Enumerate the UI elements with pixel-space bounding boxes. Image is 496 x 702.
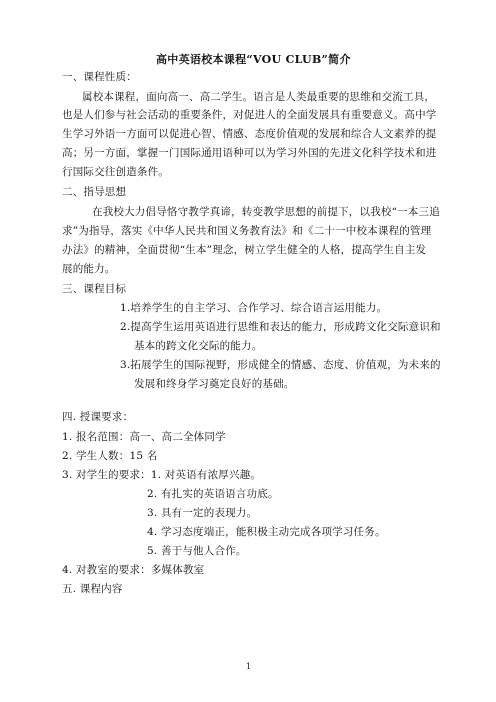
requirement-item: 4. 对教室的要求：多媒体教室: [62, 564, 205, 576]
goal-item-continuation: 发展和终身学习奠定良好的基础。: [134, 378, 295, 390]
section-requirements-heading: 四. 授课要求：: [62, 411, 134, 423]
section-content-heading: 五. 课程内容: [62, 583, 123, 595]
student-requirement: 4. 学习态度端正，能积极主动完成各项学习任务。: [147, 526, 386, 538]
student-requirement: 5. 善于与他人合作。: [147, 545, 247, 557]
section-goals-heading: 三、课程目标: [62, 283, 127, 295]
paragraph-line: 在我校大力倡导恪守教学真谛，转变教学思想的前提下，以我校“一本三追: [92, 206, 440, 218]
paragraph-line: 生学习外语一方面可以促进心智、情感、态度价值观的发展和综合人文素养的提: [62, 128, 437, 140]
paragraph-line: 也是人们参与社会活动的重要条件，对促进人的全面发展具有重要意义。高中学: [62, 109, 437, 121]
goal-item: 3.拓展学生的国际视野，形成健全的情感、态度、价值观，为未来的: [120, 359, 441, 371]
student-requirement: 2. 有扎实的英语语言功底。: [147, 488, 279, 500]
section-nature-heading: 一、课程性质：: [62, 71, 137, 83]
document-title: 高中英语校本课程“VOU CLUB”简介: [156, 53, 351, 66]
paragraph-line: 行国际交往创造条件。: [62, 166, 169, 178]
paragraph-line: 高；另一方面，掌握一门国际通用语种可以为学习外国的先进文化科学技术和进: [62, 147, 437, 159]
requirement-item: 2. 学生人数：15 名: [62, 450, 158, 462]
paragraph-line: 求”为指导，落实《中华人民共和国义务教育法》和《二十一中校本课程的管理: [62, 225, 432, 237]
goal-item: 2.提高学生运用英语进行思维和表达的能力，形成跨文化交际意识和: [120, 321, 441, 333]
requirement-item: 3. 对学生的要求：1. 对英语有浓厚兴趣。: [62, 469, 262, 481]
paragraph-line: 属校本课程，面向高一、高二学生。语言是人类最重要的思维和交流工具，: [82, 91, 436, 103]
goal-item-continuation: 基本的跨文化交际的能力。: [134, 340, 263, 352]
requirement-item: 1. 报名范围：高一、高二全体同学: [62, 431, 226, 443]
paragraph-line: 办法》的精神，全面贯彻“生本”理念，树立学生健全的人格，提高学生自主发: [62, 244, 427, 256]
goal-item: 1.培养学生的自主学习、合作学习、综合语言运用能力。: [120, 302, 388, 314]
paragraph-line: 展的能力。: [62, 263, 116, 275]
student-requirement: 3. 具有一定的表现力。: [147, 507, 258, 519]
section-guiding-heading: 二、指导思想: [62, 186, 127, 198]
page-number: 1: [246, 662, 252, 671]
